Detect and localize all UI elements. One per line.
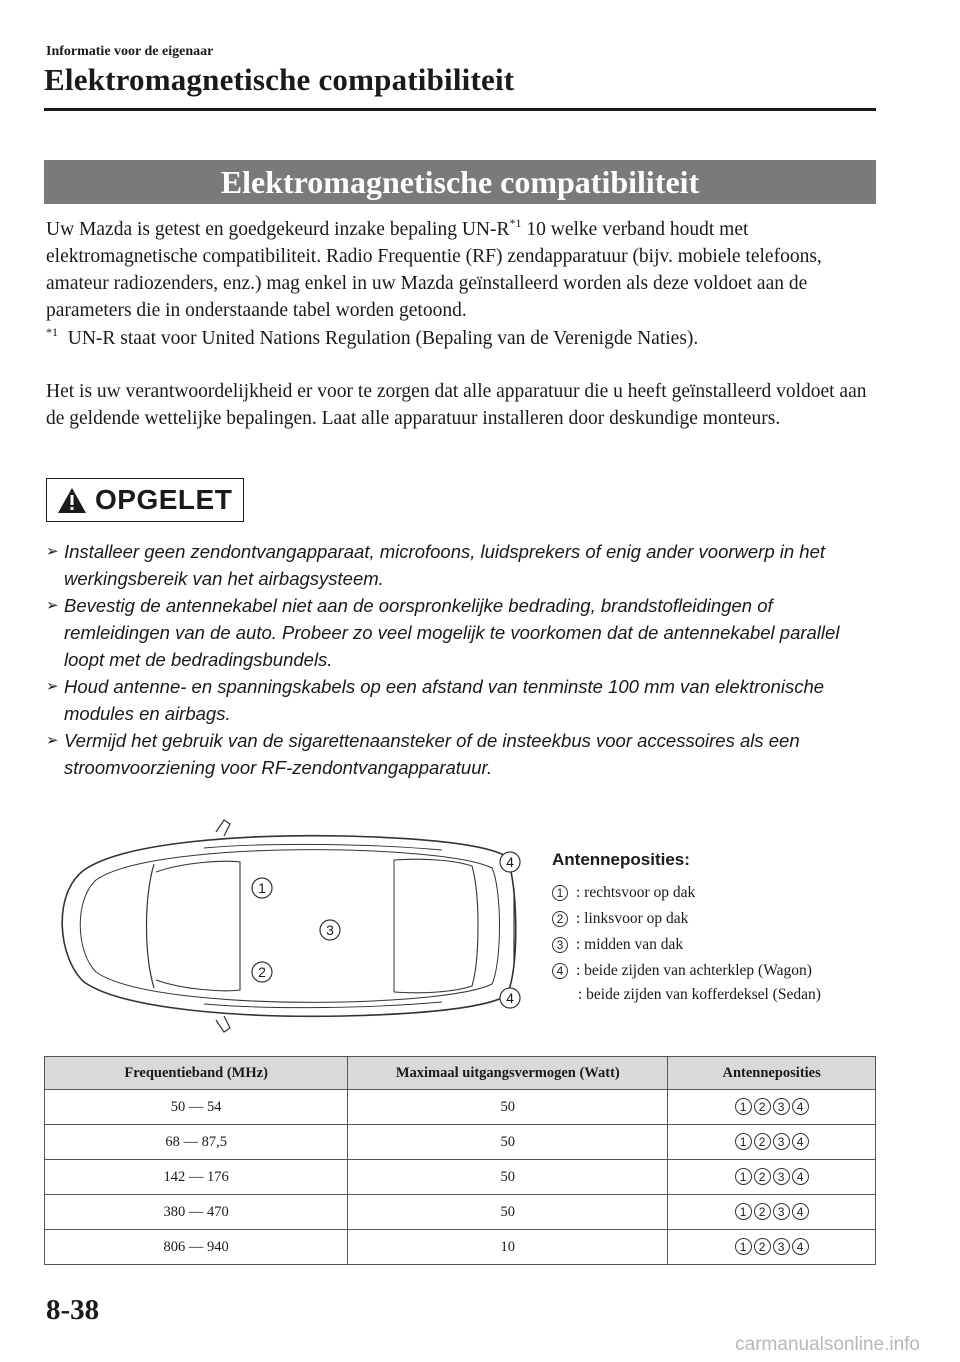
footnote-text: UN-R staat voor United Nations Regulation (Bepaling van de Verenigde Naties). (67, 328, 699, 349)
intro-text-2: 10 welke verband houdt met elektromagnetische compatibiliteit. Radio Frequentie (RF) zendapparatuur (bijv. mobiele telefoons, amateur radiozenders, enz.) mag enkel in uw Mazda geïnstalleerd worden als deze voldoet aan de parameters die in onderstaande tabel worden getoond. (46, 219, 822, 321)
marker-1 (252, 878, 272, 898)
number-circle-icon: 2 (754, 1238, 771, 1255)
caution-box (46, 478, 244, 522)
legend-item-text: : beide zijden van achterklep (Wagon) (576, 962, 812, 979)
column-header: Antenneposities (668, 1057, 876, 1090)
marker-2 (252, 962, 272, 982)
table-row (45, 1195, 876, 1230)
arrow-bullet-icon: ➢ (46, 543, 59, 560)
responsibility-paragraph: Het is uw verantwoordelijkheid er voor te zorgen dat alle apparatuur die u heeft geïnstalleerd voldoet aan de geldende wettelijke bepalingen. Laat alle apparatuur installeren door deskundige monteurs. (46, 381, 867, 429)
table-row (45, 1125, 876, 1160)
positions-cell (668, 1160, 876, 1195)
number-circle-icon: 3 (773, 1238, 790, 1255)
caution-item (46, 538, 876, 592)
legend-item (552, 958, 882, 984)
svg-text:3: 3 (326, 922, 334, 938)
band-cell: 142 — 176 (45, 1160, 348, 1195)
antenna-legend (552, 850, 882, 1006)
legend-item-text: : midden van dak (576, 936, 684, 953)
section-title: Elektromagnetische compatibiliteit (44, 160, 876, 204)
watermark: carmanualsonline.info (735, 1334, 920, 1355)
power-cell: 10 (348, 1230, 668, 1265)
table-row (45, 1230, 876, 1265)
legend-title: Antenneposities: (552, 850, 690, 869)
band-cell: 50 — 54 (45, 1090, 348, 1125)
intro-text-1: Uw Mazda is getest en goedgekeurd inzake bepaling UN-R (46, 219, 510, 240)
legend-item-text: : linksvoor op dak (576, 910, 689, 927)
header-subtitle: Informatie voor de eigenaar (46, 44, 214, 59)
caution-item (46, 673, 876, 727)
power-cell: 50 (348, 1125, 668, 1160)
number-circle-icon: 2 (552, 911, 568, 927)
band-cell: 806 — 940 (45, 1230, 348, 1265)
footnote (46, 325, 876, 352)
number-circle-icon: 4 (792, 1133, 809, 1150)
table-header-row (45, 1057, 876, 1090)
power-cell: 50 (348, 1160, 668, 1195)
caution-item-text: Houd antenne- en spanningskabels op een afstand van tenminste 100 mm van elektronische modules en airbags. (64, 676, 825, 724)
intro-paragraph (46, 216, 876, 324)
arrow-bullet-icon: ➢ (46, 732, 59, 749)
arrow-bullet-icon: ➢ (46, 597, 59, 614)
caution-item (46, 727, 876, 781)
caution-item-text: Bevestig de antennekabel niet aan de oorspronkelijke bedrading, brandstofleidingen of remleidingen van de auto. Probeer zo veel mogelijk te voorkomen dat de antennekabel parallel loopt met de bedradingsbundels. (64, 595, 840, 670)
svg-text:1: 1 (258, 880, 266, 896)
number-circle-icon: 3 (773, 1168, 790, 1185)
svg-text:4: 4 (506, 854, 514, 870)
number-circle-icon: 2 (754, 1168, 771, 1185)
footnote-marker: *1 (46, 325, 58, 339)
legend-item-extra: : beide zijden van kofferdeksel (Sedan) (578, 986, 821, 1003)
number-circle-icon: 2 (754, 1133, 771, 1150)
column-header: Frequentieband (MHz) (45, 1057, 348, 1090)
number-circle-icon: 4 (792, 1168, 809, 1185)
number-circle-icon: 4 (792, 1203, 809, 1220)
number-circle-icon: 3 (552, 937, 568, 953)
header-rule (44, 108, 876, 111)
svg-text:2: 2 (258, 964, 266, 980)
number-circle-icon: 3 (773, 1203, 790, 1220)
caution-list (46, 538, 876, 781)
band-cell: 68 — 87,5 (45, 1125, 348, 1160)
caution-label: OPGELET (95, 484, 233, 515)
positions-cell (668, 1230, 876, 1265)
number-circle-icon: 1 (735, 1168, 752, 1185)
header-title: Elektromagnetische compatibiliteit (44, 62, 515, 97)
number-circle-icon: 4 (552, 963, 568, 979)
power-cell: 50 (348, 1090, 668, 1125)
frequency-table (44, 1056, 876, 1265)
number-circle-icon: 1 (552, 885, 568, 901)
legend-item (552, 906, 882, 932)
number-circle-icon: 1 (735, 1098, 752, 1115)
marker-3 (320, 920, 340, 940)
caution-item (46, 592, 876, 673)
number-circle-icon: 1 (735, 1238, 752, 1255)
power-cell: 50 (348, 1195, 668, 1230)
number-circle-icon: 2 (754, 1203, 771, 1220)
caution-item-text: Installeer geen zendontvangapparaat, microfoons, luidsprekers of enig ander voorwerp in het werkingsbereik van het airbagsysteem. (64, 541, 826, 589)
svg-text:4: 4 (506, 990, 514, 1006)
legend-item (552, 932, 882, 958)
number-circle-icon: 1 (735, 1133, 752, 1150)
table-row (45, 1090, 876, 1125)
positions-cell (668, 1090, 876, 1125)
number-circle-icon: 3 (773, 1133, 790, 1150)
legend-item (552, 880, 882, 906)
intro-footnote-ref: *1 (509, 216, 522, 230)
band-cell: 380 — 470 (45, 1195, 348, 1230)
number-circle-icon: 3 (773, 1098, 790, 1115)
caution-item-text: Vermijd het gebruik van de sigarettenaansteker of de insteekbus voor accessoires als een stroomvoorziening voor RF-zendontvangapparatuur. (64, 730, 800, 778)
table-row (45, 1160, 876, 1195)
marker-4-top (500, 852, 520, 872)
number-circle-icon: 1 (735, 1203, 752, 1220)
marker-4-bottom (500, 988, 520, 1008)
positions-cell (668, 1125, 876, 1160)
number-circle-icon: 4 (792, 1238, 809, 1255)
warning-triangle-icon (57, 487, 87, 514)
number-circle-icon: 4 (792, 1098, 809, 1115)
number-circle-icon: 2 (754, 1098, 771, 1115)
arrow-bullet-icon: ➢ (46, 678, 59, 695)
positions-cell (668, 1195, 876, 1230)
legend-item-text: : rechtsvoor op dak (576, 884, 696, 901)
page-number: 8-38 (46, 1294, 100, 1326)
column-header: Maximaal uitgangsvermogen (Watt) (348, 1057, 668, 1090)
car-top-view-diagram (44, 818, 534, 1034)
